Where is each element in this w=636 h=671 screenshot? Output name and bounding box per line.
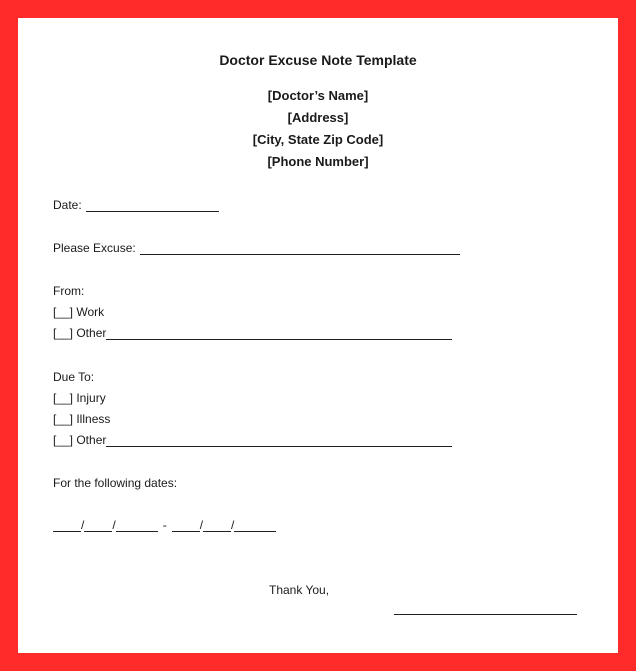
from-label-text: From: <box>53 284 85 298</box>
doctor-city: [City, State Zip Code] <box>252 132 384 147</box>
due-label <box>53 370 94 384</box>
start-day-blank[interactable] <box>84 519 112 532</box>
from-label <box>53 284 84 298</box>
doctor-name: [Doctor’s Name] <box>267 88 369 103</box>
from-other-text: [__] Other <box>53 326 107 340</box>
dates-label-text: For the following dates: <box>53 476 178 490</box>
thank-you: Thank You, <box>269 583 330 597</box>
slash-2: / <box>112 518 116 532</box>
signature-line[interactable] <box>394 614 577 615</box>
due-option-other[interactable] <box>53 433 452 447</box>
document-page <box>18 18 618 653</box>
slash-3: / <box>199 518 204 532</box>
excuse-blank[interactable] <box>140 242 460 255</box>
due-other-blank[interactable] <box>106 434 452 447</box>
doctor-phone: [Phone Number] <box>267 154 369 169</box>
from-other-blank[interactable] <box>106 327 452 340</box>
due-label-text: Due To: <box>53 370 95 384</box>
end-month-blank[interactable] <box>172 519 200 532</box>
date-row <box>53 198 219 212</box>
date-label: Date: <box>53 198 82 212</box>
slash-1: / <box>81 518 85 532</box>
document-title: Doctor Excuse Note Template <box>219 52 417 68</box>
date-range[interactable] <box>53 518 276 532</box>
slash-4: / <box>231 518 235 532</box>
excuse-row <box>53 241 460 255</box>
due-option-illness[interactable] <box>53 412 110 426</box>
from-option-work[interactable] <box>53 305 104 319</box>
end-year-blank[interactable] <box>234 519 276 532</box>
start-month-blank[interactable] <box>53 519 81 532</box>
date-blank[interactable] <box>86 199 219 212</box>
due-injury-text: [__] Injury <box>53 391 106 405</box>
from-option-other[interactable] <box>53 326 452 340</box>
dates-label <box>53 476 177 490</box>
from-work-text: [__] Work <box>53 305 105 319</box>
start-year-blank[interactable] <box>116 519 158 532</box>
due-option-injury[interactable] <box>53 391 106 405</box>
doctor-address: [Address] <box>287 110 349 125</box>
due-other-text: [__] Other <box>53 433 107 447</box>
date-range-separator: - <box>162 518 167 532</box>
excuse-label: Please Excuse: <box>53 241 136 255</box>
end-day-blank[interactable] <box>203 519 231 532</box>
due-illness-text: [__] Illness <box>53 412 111 426</box>
